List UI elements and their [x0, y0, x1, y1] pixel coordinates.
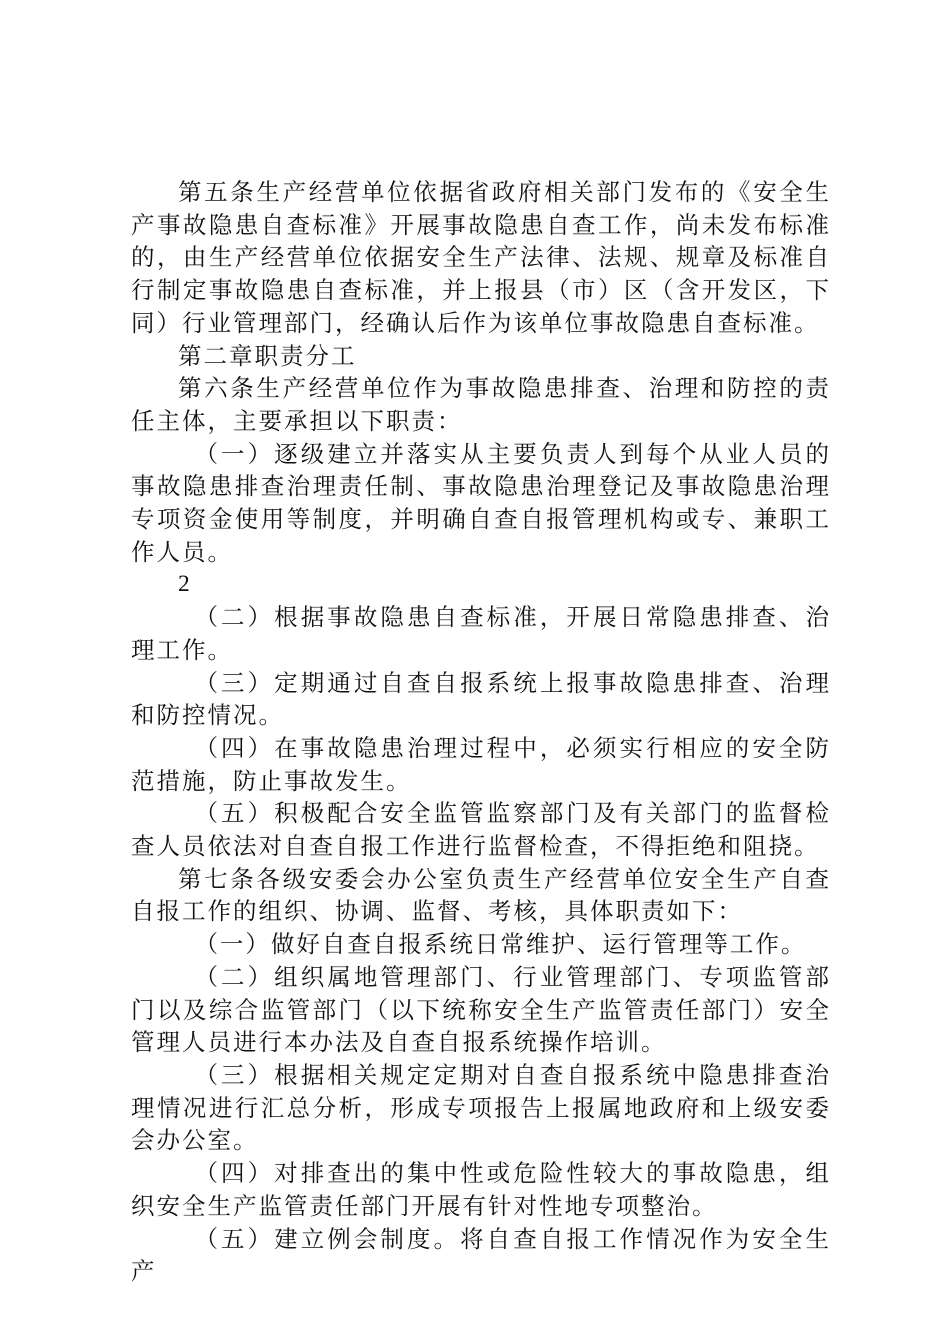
article-6-item-5: （五）积极配合安全监管监察部门及有关部门的监督检查人员依法对自查自报工作进行监督检查，不得拒绝和阻挠。 — [131, 799, 831, 861]
article-7-item-5: （五）建立例会制度。将自查自报工作情况作为安全生产 — [131, 1224, 831, 1286]
article-6-paragraph: 第六条生产经营单位作为事故隐患排查、治理和防控的责任主体，主要承担以下职责： — [131, 374, 831, 435]
page-number: 2 — [178, 571, 192, 598]
article-6-item-1: （一）逐级建立并落实从主要负责人到每个从业人员的事故隐患排查治理责任制、事故隐患治理登记及事故隐患治理专项资金使用等制度，并明确自查自报管理机构或专、兼职工作人员。 — [131, 439, 831, 566]
article-7-item-2: （二）组织属地管理部门、行业管理部门、专项监管部门以及综合监管部门（以下统称安全生产监管责任部门）安全管理人员进行本办法及自查自报系统操作培训。 — [131, 962, 831, 1057]
chapter-2-heading: 第二章职责分工 — [178, 341, 357, 370]
article-6-item-2: （二）根据事故隐患自查标准，开展日常隐患排查、治理工作。 — [131, 603, 831, 664]
article-7-item-3: （三）根据相关规定定期对自查自报系统中隐患排查治理情况进行汇总分析，形成专项报告上报属地政府和上级安委会办公室。 — [131, 1060, 831, 1155]
article-7-item-1: （一）做好自查自报系统日常维护、运行管理等工作。 — [194, 930, 807, 959]
article-7-paragraph: 第七条各级安委会办公室负责生产经营单位安全生产自查自报工作的组织、协调、监督、考核，具体职责如下： — [131, 864, 831, 926]
article-5-paragraph: 第五条生产经营单位依据省政府相关部门发布的《安全生产事故隐患自查标准》开展事故隐患自查工作，尚未发布标准的，由生产经营单位依据安全生产法律、法规、规章及标准自行制定事故隐患自查标准，并上报县（市）区（含开发区，下同）行业管理部门，经确认后作为该单位事故隐患自查标准。 — [131, 178, 831, 337]
article-6-item-4: （四）在事故隐患治理过程中，必须实行相应的安全防范措施，防止事故发生。 — [131, 733, 831, 795]
article-6-item-3: （三）定期通过自查自报系统上报事故隐患排查、治理和防控情况。 — [131, 668, 831, 730]
document-body — [131, 176, 831, 1288]
article-7-item-4: （四）对排查出的集中性或危险性较大的事故隐患，组织安全生产监管责任部门开展有针对性地专项整治。 — [131, 1159, 831, 1220]
